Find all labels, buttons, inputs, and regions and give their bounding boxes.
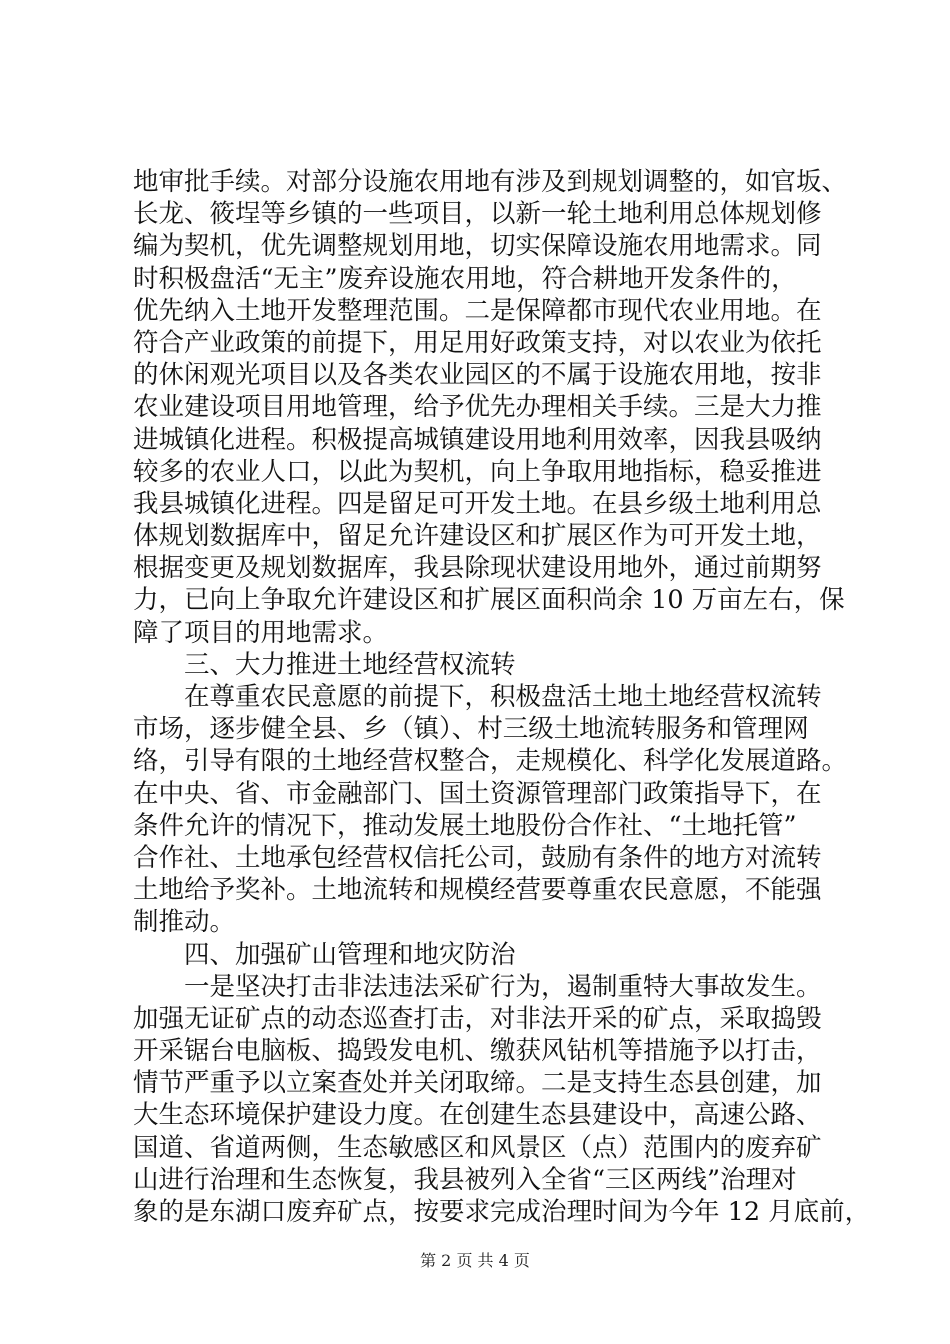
text-line: 山进行治理和生态恢复，我县被列入全省“三区两线”治理对 — [133, 1164, 797, 1195]
section-heading: 四、加强矿山管理和地灾防治 — [133, 939, 516, 970]
text-line: 体规划数据库中，留足允许建设区和扩展区作为可开发土地， — [133, 521, 822, 552]
text-line: 符合产业政策的前提下，用足用好政策支持，对以农业为依托 — [133, 327, 822, 358]
text-line: 我县城镇化进程。四是留足可开发土地。在县乡级土地利用总 — [133, 488, 822, 519]
text-line: 较多的农业人口，以此为契机，向上争取用地指标，稳妥推进 — [133, 456, 822, 487]
section-heading: 三、大力推进土地经营权流转 — [133, 649, 516, 680]
text-line: 长龙、筱埕等乡镇的一些项目，以新一轮土地利用总体规划修 — [133, 199, 822, 230]
text-line: 土地给予奖补。土地流转和规模经营要尊重农民意愿，不能强 — [133, 875, 822, 906]
text-line: 加强无证矿点的动态巡查打击，对非法开采的矿点，采取捣毁 — [133, 1003, 822, 1034]
text-line: 力，已向上争取允许建设区和扩展区面积尚余 10 万亩左右，保 — [133, 585, 845, 616]
text-line: 条件允许的情况下，推动发展土地股份合作社、“土地托管” — [133, 810, 797, 841]
text-line: 情节严重予以立案查处并关闭取缔。二是支持生态县创建，加 — [133, 1068, 822, 1099]
text-line: 优先纳入土地开发整理范围。二是保障都市现代农业用地。在 — [133, 295, 822, 326]
text-line: 象的是东湖口废弃矿点，按要求完成治理时间为今年 12 月底前， — [133, 1197, 871, 1227]
text-line: 的休闲观光项目以及各类农业园区的不属于设施农用地，按非 — [133, 360, 822, 391]
text-line: 国道、省道两侧，生态敏感区和风景区（点）范围内的废弃矿 — [133, 1132, 822, 1163]
text-line: 一是坚决打击非法违法采矿行为，遏制重特大事故发生。 — [133, 971, 822, 1002]
text-line: 进城镇化进程。积极提高城镇建设用地利用效率，因我县吸纳 — [133, 424, 822, 455]
text-line: 络，引导有限的土地经营权整合，走规模化、科学化发展道路。 — [133, 746, 848, 777]
text-line: 根据变更及规划数据库，我县除现状建设用地外，通过前期努 — [133, 553, 822, 584]
text-line: 编为契机，优先调整规划用地，切实保障设施农用地需求。同 — [133, 231, 822, 262]
document-body — [133, 166, 871, 1228]
text-line: 市场，逐步健全县、乡（镇）、村三级土地流转服务和管理网 — [133, 714, 809, 745]
text-line: 制推动。 — [133, 907, 236, 938]
text-line: 开采锯台电脑板、捣毁发电机、缴获风钻机等措施予以打击， — [133, 1036, 822, 1067]
text-line: 时积极盘活“无主”废弃设施农用地，符合耕地开发条件的， — [133, 263, 797, 294]
text-line: 地审批手续。对部分设施农用地有涉及到规划调整的，如官坂、 — [133, 167, 848, 197]
page-footer: 第 2 页 共 4 页 — [420, 1251, 530, 1270]
text-line: 在中央、省、市金融部门、国土资源管理部门政策指导下，在 — [133, 778, 822, 809]
text-line: 合作社、土地承包经营权信托公司，鼓励有条件的地方对流转 — [133, 842, 822, 873]
text-line: 农业建设项目用地管理，给予优先办理相关手续。三是大力推 — [133, 392, 822, 423]
text-line: 大生态环境保护建设力度。在创建生态县建设中，高速公路、 — [133, 1100, 822, 1131]
text-line: 在尊重农民意愿的前提下，积极盘活土地土地经营权流转 — [133, 682, 822, 712]
text-line: 障了项目的用地需求。 — [133, 617, 389, 648]
